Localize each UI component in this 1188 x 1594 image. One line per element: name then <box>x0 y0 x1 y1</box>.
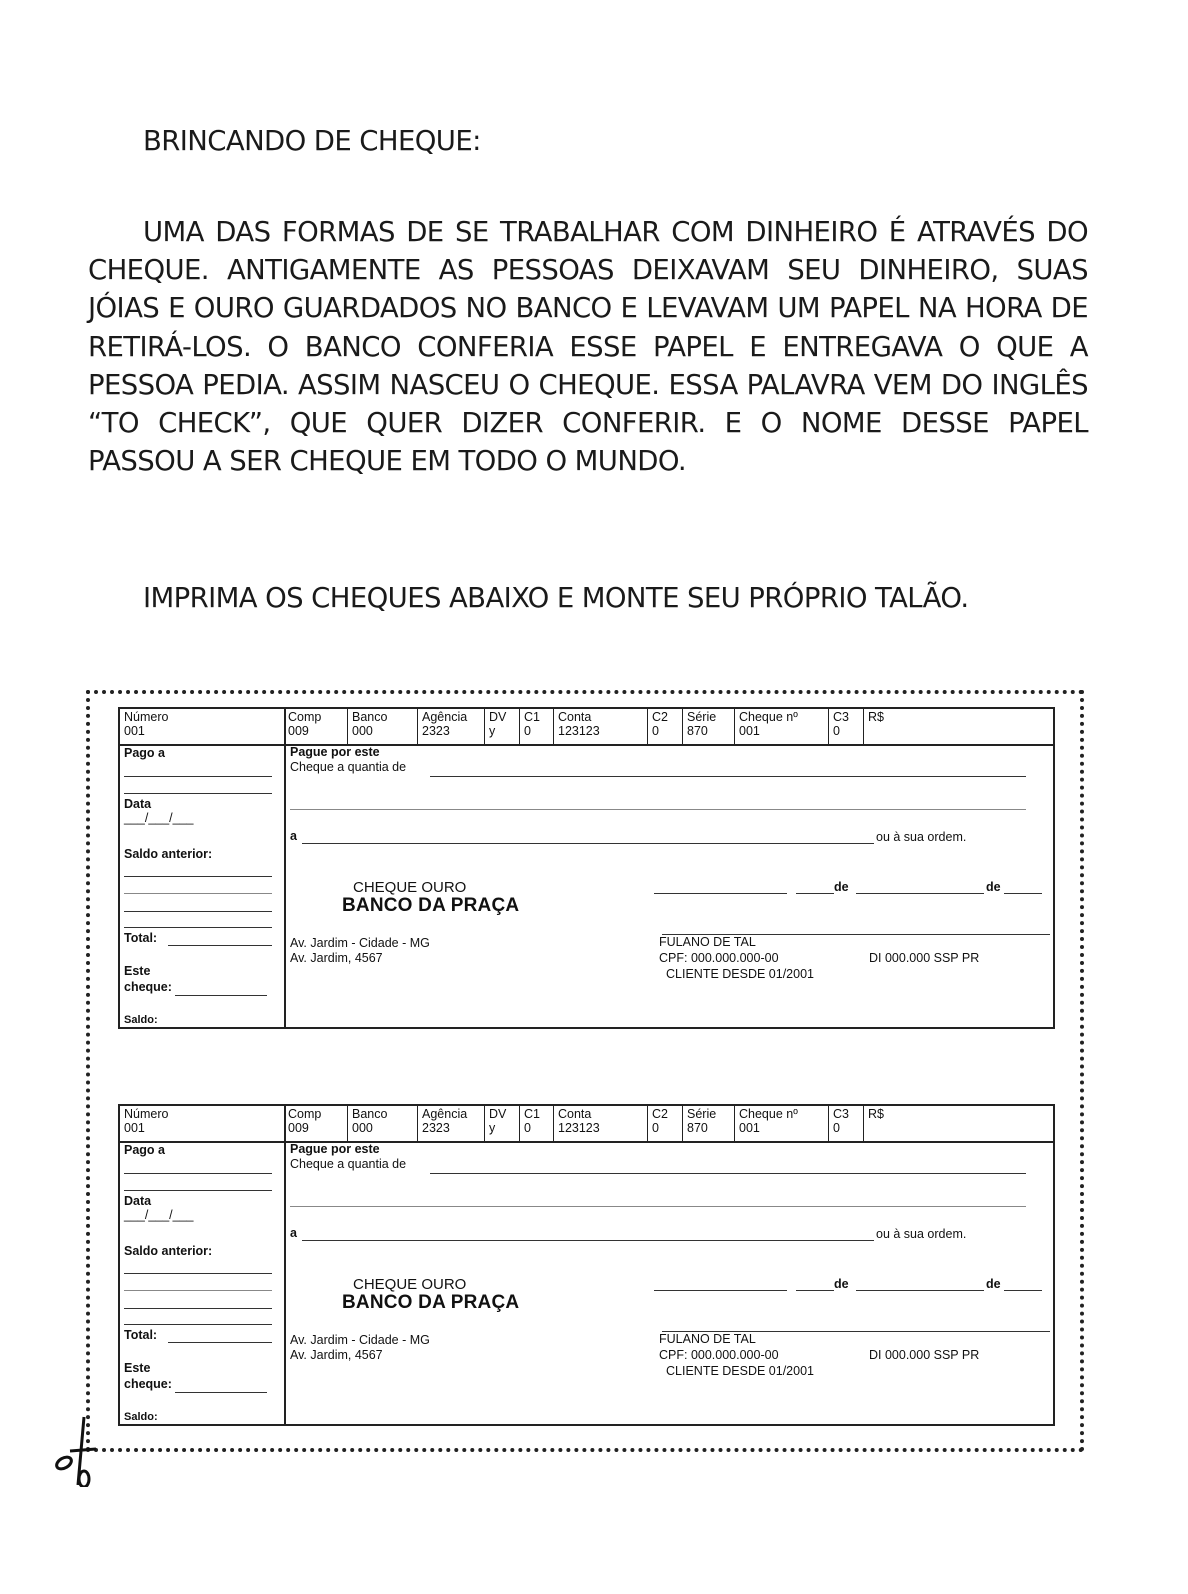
holder-name: FULANO DE TAL <box>659 935 756 949</box>
header-cell-label: Comp <box>288 710 322 724</box>
address-2: Av. Jardim, 4567 <box>290 951 383 965</box>
stub-number <box>124 1107 168 1135</box>
header-cell-label: Agência <box>422 1107 468 1121</box>
stub-number-value: 001 <box>124 724 145 738</box>
cheque-quantia: Cheque a quantia de <box>290 760 407 774</box>
header-cell-value: 001 <box>739 724 760 738</box>
stub-este: Este <box>124 1361 151 1375</box>
header-cell <box>648 709 683 744</box>
address-1: Av. Jardim - Cidade - MG <box>290 936 430 950</box>
header-cell-value: y <box>489 724 496 738</box>
ou-a-sua-ordem: ou à sua ordem. <box>876 830 967 844</box>
holder-cpf: CPF: 000.000.000-00 <box>659 951 779 965</box>
header-cell-value: 009 <box>288 724 309 738</box>
header-cell <box>683 709 735 744</box>
instruction-text: IMPRIMA OS CHEQUES ABAIXO E MONTE SEU PRÓPRIO TALÃO. <box>143 582 969 614</box>
header-cell <box>554 1106 648 1141</box>
header-cell-value: 870 <box>687 1121 708 1135</box>
header-cell <box>284 1106 348 1141</box>
payee-a: a <box>290 829 297 843</box>
holder-cpf: CPF: 000.000.000-00 <box>659 1348 779 1362</box>
header-cell-value: 2323 <box>422 724 450 738</box>
header-cell <box>829 709 864 744</box>
header-cell-value: 123123 <box>558 1121 600 1135</box>
address-1: Av. Jardim - Cidade - MG <box>290 1333 430 1347</box>
header-cell-value: 0 <box>833 724 840 738</box>
date-de-2: de <box>986 1277 1001 1291</box>
scissors-icon <box>52 1415 110 1487</box>
header-cell-value: 009 <box>288 1121 309 1135</box>
header-cell-value: 0 <box>652 724 659 738</box>
stub-number-value: 001 <box>124 1121 145 1135</box>
cheque-header <box>284 709 1053 746</box>
header-cell-label: C1 <box>524 710 540 724</box>
bank-name: BANCO DA PRAÇA <box>342 1292 520 1313</box>
header-cell-label: Cheque nº <box>739 710 798 724</box>
header-cell-label: C1 <box>524 1107 540 1121</box>
header-cell <box>520 709 554 744</box>
header-cell-value: 2323 <box>422 1121 450 1135</box>
stub-number-label: Número <box>124 710 169 724</box>
header-cell-value: y <box>489 1121 496 1135</box>
cheque-stub <box>120 709 286 1027</box>
header-cell-value: 0 <box>524 724 531 738</box>
cliente-desde: CLIENTE DESDE 01/2001 <box>666 1364 814 1378</box>
cheque-stub <box>120 1106 286 1424</box>
header-cell <box>520 1106 554 1141</box>
header-cell-label: C2 <box>652 1107 668 1121</box>
stub-saldo: Saldo: <box>124 1411 158 1423</box>
stub-saldo-anterior: Saldo anterior: <box>124 1244 213 1258</box>
header-cell-label: Série <box>687 710 717 724</box>
address-2: Av. Jardim, 4567 <box>290 1348 383 1362</box>
header-cell-label: Comp <box>288 1107 322 1121</box>
header-cell-value: 001 <box>739 1121 760 1135</box>
stub-data-blank: ___/___/___ <box>124 811 194 825</box>
header-cell <box>829 1106 864 1141</box>
header-cell <box>735 1106 829 1141</box>
header-cell-label: DV <box>489 1107 507 1121</box>
stub-este: Este <box>124 964 151 978</box>
bank-line-1: CHEQUE OURO <box>353 1276 467 1293</box>
header-cell-value: 870 <box>687 724 708 738</box>
header-cell <box>348 1106 418 1141</box>
ou-a-sua-ordem: ou à sua ordem. <box>876 1227 967 1241</box>
cliente-desde: CLIENTE DESDE 01/2001 <box>666 967 814 981</box>
header-cell-label: C3 <box>833 710 849 724</box>
date-de-1: de <box>834 1277 849 1291</box>
stub-total: Total: <box>124 1328 158 1342</box>
header-cell <box>683 1106 735 1141</box>
stub-cheque: cheque: <box>124 980 172 994</box>
cheque-header <box>284 1106 1053 1143</box>
header-cell-label: Cheque nº <box>739 1107 798 1121</box>
header-cell-value: 0 <box>833 1121 840 1135</box>
pague-por-este: Pague por este <box>290 1142 380 1156</box>
cheque-1 <box>118 707 1055 1029</box>
stub-cheque: cheque: <box>124 1377 172 1391</box>
stub-pago-a: Pago a <box>124 746 165 760</box>
header-cell-label: Agência <box>422 710 468 724</box>
stub-saldo: Saldo: <box>124 1014 158 1026</box>
holder-di: DI 000.000 SSP PR <box>869 1348 980 1362</box>
stub-total: Total: <box>124 931 158 945</box>
header-cell-value: 0 <box>652 1121 659 1135</box>
header-cell <box>485 1106 520 1141</box>
header-cell-label: Conta <box>558 710 592 724</box>
header-cell <box>864 709 1053 744</box>
header-cell-label: Banco <box>352 710 388 724</box>
header-cell <box>554 709 648 744</box>
header-cell <box>735 709 829 744</box>
cheque-quantia: Cheque a quantia de <box>290 1157 407 1171</box>
stub-data: Data <box>124 1194 152 1208</box>
header-cell-label: DV <box>489 710 507 724</box>
page-title: BRINCANDO DE CHEQUE: <box>143 125 481 157</box>
header-cell-value: 0 <box>524 1121 531 1135</box>
header-cell <box>348 709 418 744</box>
stub-saldo-anterior: Saldo anterior: <box>124 847 213 861</box>
header-cell-value: 000 <box>352 724 373 738</box>
header-cell <box>418 1106 485 1141</box>
holder-name: FULANO DE TAL <box>659 1332 756 1346</box>
header-cell-label: Série <box>687 1107 717 1121</box>
bank-name: BANCO DA PRAÇA <box>342 895 520 916</box>
header-cell <box>284 709 348 744</box>
header-cell-label: R$ <box>868 1107 884 1121</box>
header-cell-label: C3 <box>833 1107 849 1121</box>
header-cell <box>418 709 485 744</box>
stub-number-label: Número <box>124 1107 169 1121</box>
header-cell-label: C2 <box>652 710 668 724</box>
stub-data-blank: ___/___/___ <box>124 1208 194 1222</box>
bank-line-1: CHEQUE OURO <box>353 879 467 896</box>
stub-data: Data <box>124 797 152 811</box>
header-cell-label: R$ <box>868 710 884 724</box>
cheque-2 <box>118 1104 1055 1426</box>
header-cell-label: Banco <box>352 1107 388 1121</box>
header-cell <box>648 1106 683 1141</box>
stub-pago-a: Pago a <box>124 1143 165 1157</box>
header-cell <box>485 709 520 744</box>
stub-number <box>124 710 168 738</box>
holder-di: DI 000.000 SSP PR <box>869 951 980 965</box>
pague-por-este: Pague por este <box>290 745 380 759</box>
header-cell <box>864 1106 1053 1141</box>
date-de-2: de <box>986 880 1001 894</box>
header-cell-label: Conta <box>558 1107 592 1121</box>
payee-a: a <box>290 1226 297 1240</box>
header-cell-value: 123123 <box>558 724 600 738</box>
intro-paragraph: UMA DAS FORMAS DE SE TRABALHAR COM DINHEIRO É ATRAVÉS DO CHEQUE. ANTIGAMENTE AS PESSOAS DEIXAVAM SEU DINHEIRO, SUAS JÓIAS E OURO GUARDADOS NO BANCO E LEVAVAM UM PAPEL NA HORA DE RETIRÁ-LOS. O BANCO CONFERIA ESSE PAPEL E ENTREGAVA O QUE A PESSOA PEDIA. ASSIM NASCEU O CHEQUE. ESSA PALAVRA VEM DO INGLÊS “TO CHECK”, QUE QUER DIZER CONFERIR. E O NOME DESSE PAPEL PASSOU A SER CHEQUE EM TODO O MUNDO. <box>88 216 1088 478</box>
date-de-1: de <box>834 880 849 894</box>
header-cell-value: 000 <box>352 1121 373 1135</box>
